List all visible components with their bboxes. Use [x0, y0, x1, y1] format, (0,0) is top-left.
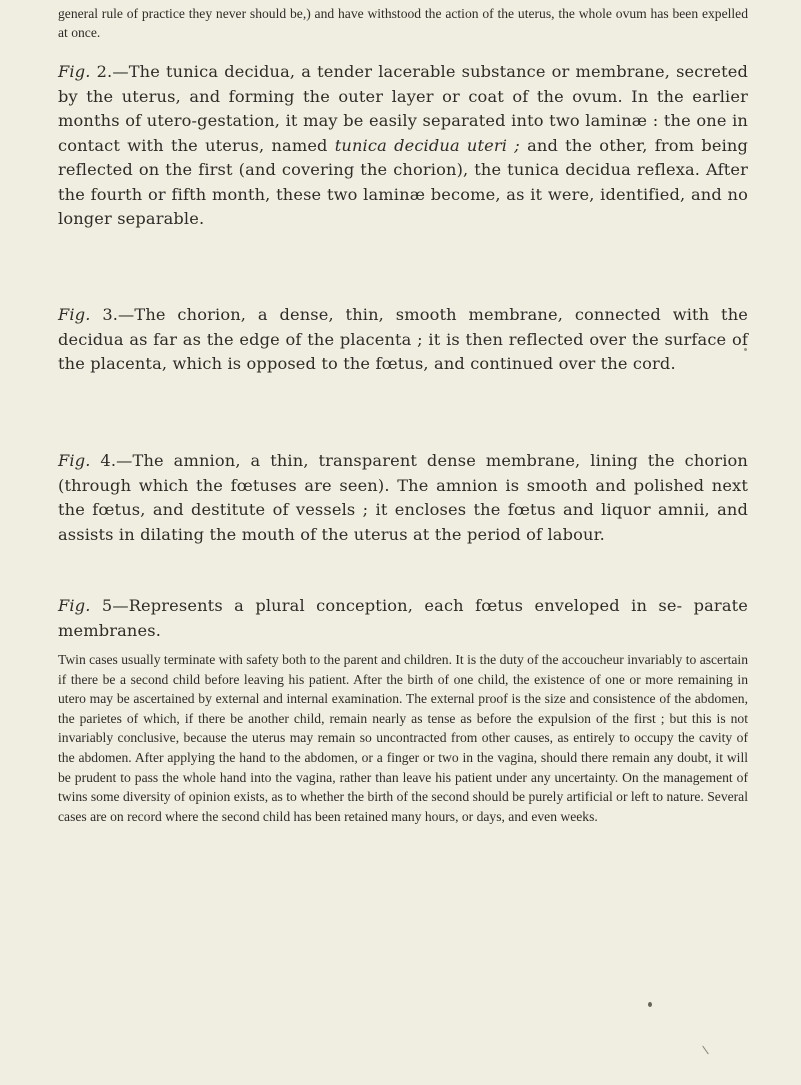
- figure-2-description: [58, 60, 748, 232]
- figure-number: 5—: [101, 596, 129, 615]
- paper-scratch: [702, 1046, 709, 1055]
- twin-cases-note: Twin cases usually terminate with safety both to the parent and children. It is the duty of the accoucheur invariably to ascertain if there be a second child before leaving his patient. After the birth of one child, the existence of one or more remaining in utero may be ascertained by external and internal examination. The external proof is the size and consistence of the abdomen, the parietes of which, if there be another child, remain nearly as tense as before the expulsion of the first ; but this is not invariably conclusive, because the uterus may remain so uncontracted from other causes, as entirely to occupy the cavity of the abdomen. After applying the hand to the abdomen, or a finger or two in the vagina, should there remain any doubt, it will be prudent to pass the whole hand into the vagina, rather than leave his patient under any uncertainty. On the management of twins some diversity of opinion exists, as to whether the birth of the second should be purely artificial or left to nature. Several cases are on record where the second child has been retained many hours, or days, and even weeks.: [58, 652, 748, 824]
- figure-text: The amnion, a thin, transparent dense membrane, lining the chorion (through which the fœtuses are seen). The amnion is smooth and polished next the fœtus, and destitute of vessels ; it encloses the fœtus and liquor amnii, and assists in dilating the mouth of the uterus at the period of labour.: [58, 451, 748, 544]
- ink-speck: [744, 348, 747, 351]
- figure-label: Fig.: [58, 451, 91, 470]
- figure-label: Fig.: [58, 62, 91, 81]
- figure-text-part: and the other, from being reflected on the first (and covering the chorion), the tunica decidua reflexa. After the fourth or fifth month, these two laminæ become, as it were, identified, and no longer separable.: [58, 135, 749, 228]
- figure-text: Represents a plural conception, each fœtus enveloped in se- parate membranes.: [58, 596, 749, 640]
- figure-term: tunica decidua uteri ;: [334, 135, 520, 155]
- figure-number: 4.—: [100, 451, 133, 470]
- figure-3-description: [58, 303, 748, 377]
- figure-text-part: The tunica decidua, a tender lacerable substance or membrane, secreted by the uterus, and forming the outer layer or coat of the ovum. In the earlier months of utero-gestation, it may be easily separated into two laminæ : the one in contact with the uterus, named: [58, 62, 749, 155]
- figure-number: 3.—: [102, 305, 135, 324]
- ink-speck: [648, 1002, 652, 1007]
- intro-paragraph: general rule of practice they never should be,) and have withstood the action of the uterus, the whole ovum has been expelled at once.: [58, 6, 748, 40]
- figure-5-description: [58, 594, 748, 643]
- figure-label: Fig.: [58, 596, 91, 615]
- figure-number: 2.—: [96, 62, 129, 81]
- figure-4-description: [58, 449, 748, 547]
- figure-text: The chorion, a dense, thin, smooth membrane, connected with the decidua as far as the edge of the placenta ; it is then reflected over the surface of the placenta, which is opposed to the fœtus, and continued over the cord.: [58, 305, 748, 373]
- figure-label: Fig.: [58, 305, 91, 324]
